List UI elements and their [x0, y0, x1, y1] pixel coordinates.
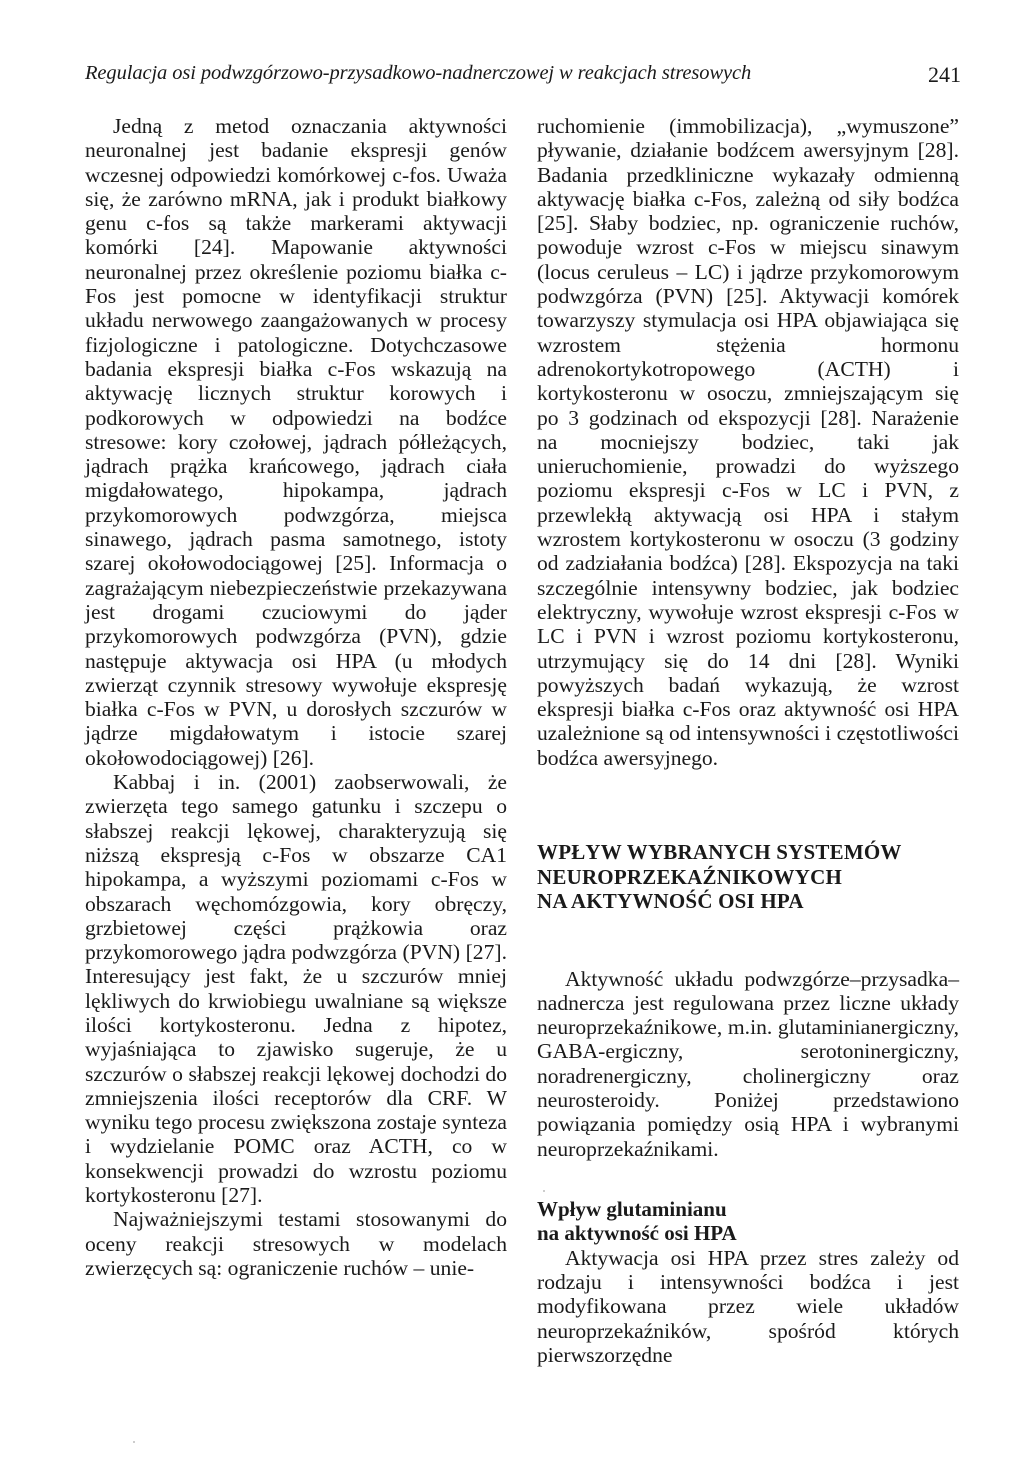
section-heading-line: WPŁYW WYBRANYCH SYSTEMÓW	[537, 840, 902, 865]
section-heading	[537, 840, 959, 914]
right-column	[537, 114, 959, 1367]
subsection-heading	[537, 1197, 959, 1246]
running-header	[85, 62, 961, 92]
running-title: Regulacja osi podwzgórzowo-przysadkowo-nadnerczowej w reakcjach stresowych	[85, 62, 752, 84]
body-paragraph: Najważniejszymi testami stosowanymi do oceny reakcji stresowych w modelach zwierzęcych są: ograniczenie ruchów – unie-	[85, 1207, 507, 1280]
subsection-heading-line: Wpływ glutaminianu	[537, 1196, 727, 1221]
left-column	[85, 114, 507, 1280]
body-paragraph: Jedną z metod oznaczania aktywności neuronalnej jest badanie ekspresji genów wczesnej odpowiedzi komórkowej c-fos. Uważa się, że zarówno mRNA, jak i produkt białkowy genu c-fos są także markerami aktywacji komórki [24]. Mapowanie aktywności neuronalnej przez określenie poziomu białka c-Fos jest pomocne w identyfikacji struktur układu nerwowego zaangażowanych w procesy fizjologiczne i patologiczne. Dotychczasowe badania ekspresji białka c-Fos wskazują na aktywację licznych struktur korowych i podkorowych w odpowiedzi na bodźce stresowe: kory czołowej, jądrach półleżących, jądrach prążka krańcowego, jądrach ciała migdałowatego, hipokampa, jądrach przykomorowych podwzgórza, miejsca sinawego, jądrach pasma samotnego, istoty szarej okołowodociągowej [25]. Informacja o zagrażającym niebezpieczeństwie przekazywana jest drogami czuciowymi do jąder przykomorowych podwzgórza (PVN), gdzie następuje aktywacja osi HPA (u młodych zwierząt czynnik stresowy wywołuje ekspresję białka c-Fos w PVN, u dorosłych szczurów w jądrze migdałowatym i istocie szarej okołowodociągowej) [26].	[85, 114, 507, 770]
scan-speck	[543, 1190, 545, 1192]
subsection-heading-line: na aktywność osi HPA	[537, 1221, 737, 1246]
section-heading-line: NEUROPRZEKAŹNIKOWYCH	[537, 864, 843, 889]
page-number: 241	[928, 62, 961, 87]
subsection-paragraph: Aktywacja osi HPA przez stres zależy od rodzaju i intensywności bodźca i jest modyfikowana przez wiele układów neuroprzekaźników, spośród których pierwszorzędne	[537, 1245, 959, 1368]
section-intro-paragraph: Aktywność układu podwzgórze–przysadka–nadnercza jest regulowana przez liczne układy neuroprzekaźnikowe, m.in. glutaminianergiczny, GABA-ergiczny, serotoninergiczny, noradrenergiczny, cholinergiczny oraz neurosteroidy. Poniżej przedstawiono powiązania pomiędzy osią HPA i wybranymi neuroprzekaźnikami.	[537, 966, 959, 1161]
continued-paragraph: ruchomienie (immobilizacja), „wymuszone” pływanie, działanie bodźcem awersyjnym [28]. Badania przedkliniczne wykazały odmienną aktywację białka c-Fos, zależną od siły bodźca [25]. Słaby bodziec, np. ograniczenie ruchów, powoduje wzrost c-Fos w miejscu sinawym (locus ceruleus – LC) i jądrze przykomorowym podwzgórza (PVN) [25]. Aktywacji komórek towarzyszy stymulacja osi HPA objawiająca się wzrostem stężenia hormonu adrenokortykotropowego (ACTH) i kortykosteronu w osoczu, zmniejszającym się po 3 godzinach od ekspozycji [28]. Narażenie na mocniejszy bodziec, taki jak unieruchomienie, prowadzi do wyższego poziomu ekspresji c-Fos w LC i PVN, z przewlekłą aktywacją osi HPA i stałym wzrostem kortykosteronu w osoczu (3 godziny od zadziałania bodźca) [28]. Ekspozycja na taki szczególnie intensywny bodziec, jak bodziec elektryczny, wywołuje wzrost ekspresji c-Fos w LC i PVN i wzrost poziomu kortykosteronu, utrzymujący się do 14 dni [28]. Wyniki powyższych badań wykazują, że wzrost ekspresji białka c-Fos oraz aktywność osi HPA uzależnione są od intensywności i częstotliwości bodźca awersyjnego.	[537, 114, 959, 770]
body-paragraph: Kabbaj i in. (2001) zaobserwowali, że zwierzęta tego samego gatunku i szczepu o słabszej reakcji lękowej, charakteryzują się niższą ekspresją c-Fos w obszarze CA1 hipokampa, a wyższymi poziomami c-Fos w obszarach węchomózgowia, kory obręczy, grzbietowej części prążkowia oraz przykomorowego jądra podwzgórza (PVN) [27]. Interesujący jest fakt, że u szczurów mniej lękliwych do krwiobiegu uwalniane są większe ilości kortykosteronu. Jedna z hipotez, wyjaśniająca to zjawisko sugeruje, że u szczurów o słabszej reakcji lękowej dochodzi do zmniejszenia ilości receptorów dla CRF. W wyniku tego procesu zwiększona zostaje synteza i wydzielanie POMC oraz ACTH, co w konsekwencji prowadzi do wzrostu poziomu kortykosteronu [27].	[85, 770, 507, 1208]
scan-speck	[133, 1441, 135, 1443]
section-heading-line: NA AKTYWNOŚĆ OSI HPA	[537, 889, 804, 914]
